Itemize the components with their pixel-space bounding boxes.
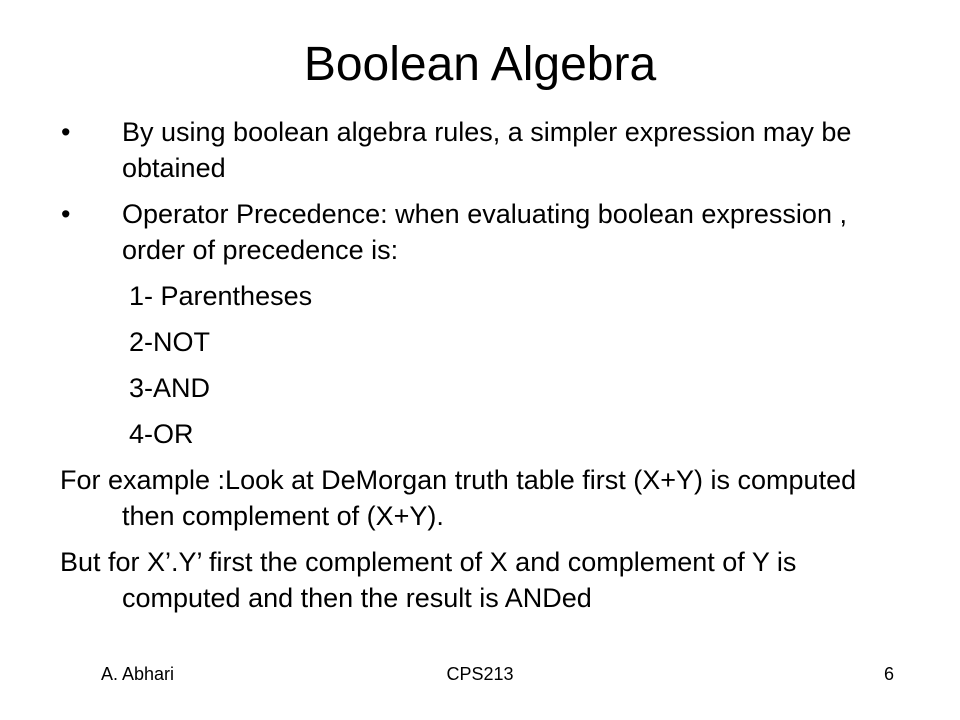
slide-content xyxy=(0,114,960,626)
bullet-icon: • xyxy=(61,117,71,147)
example-paragraph: But for X’.Y’ first the complement of X and complement of Y is computed and then the result is ANDed xyxy=(60,547,797,613)
bullet-item xyxy=(0,114,960,186)
example-paragraph: For example :Look at DeMorgan truth table first (X+Y) is computed then complement of (X+Y). xyxy=(60,465,857,531)
precedence-item-or: 4-OR xyxy=(129,419,194,449)
bullet-text: By using boolean algebra rules, a simpler expression may be obtained xyxy=(122,117,852,183)
slide-footer xyxy=(0,662,960,686)
bullet-item xyxy=(0,196,960,268)
precedence-item-and: 3-AND xyxy=(129,373,211,403)
bullet-text: Operator Precedence: when evaluating boolean expression , order of precedence is: xyxy=(122,199,847,265)
slide-title: Boolean Algebra xyxy=(303,38,657,91)
footer-page-number: 6 xyxy=(883,664,894,684)
precedence-item-parentheses: 1- Parentheses xyxy=(129,281,313,311)
precedence-item-not: 2-NOT xyxy=(129,327,210,357)
bullet-icon: • xyxy=(61,199,71,229)
footer-course: CPS213 xyxy=(446,664,514,684)
footer-author: A. Abhari xyxy=(101,664,175,684)
